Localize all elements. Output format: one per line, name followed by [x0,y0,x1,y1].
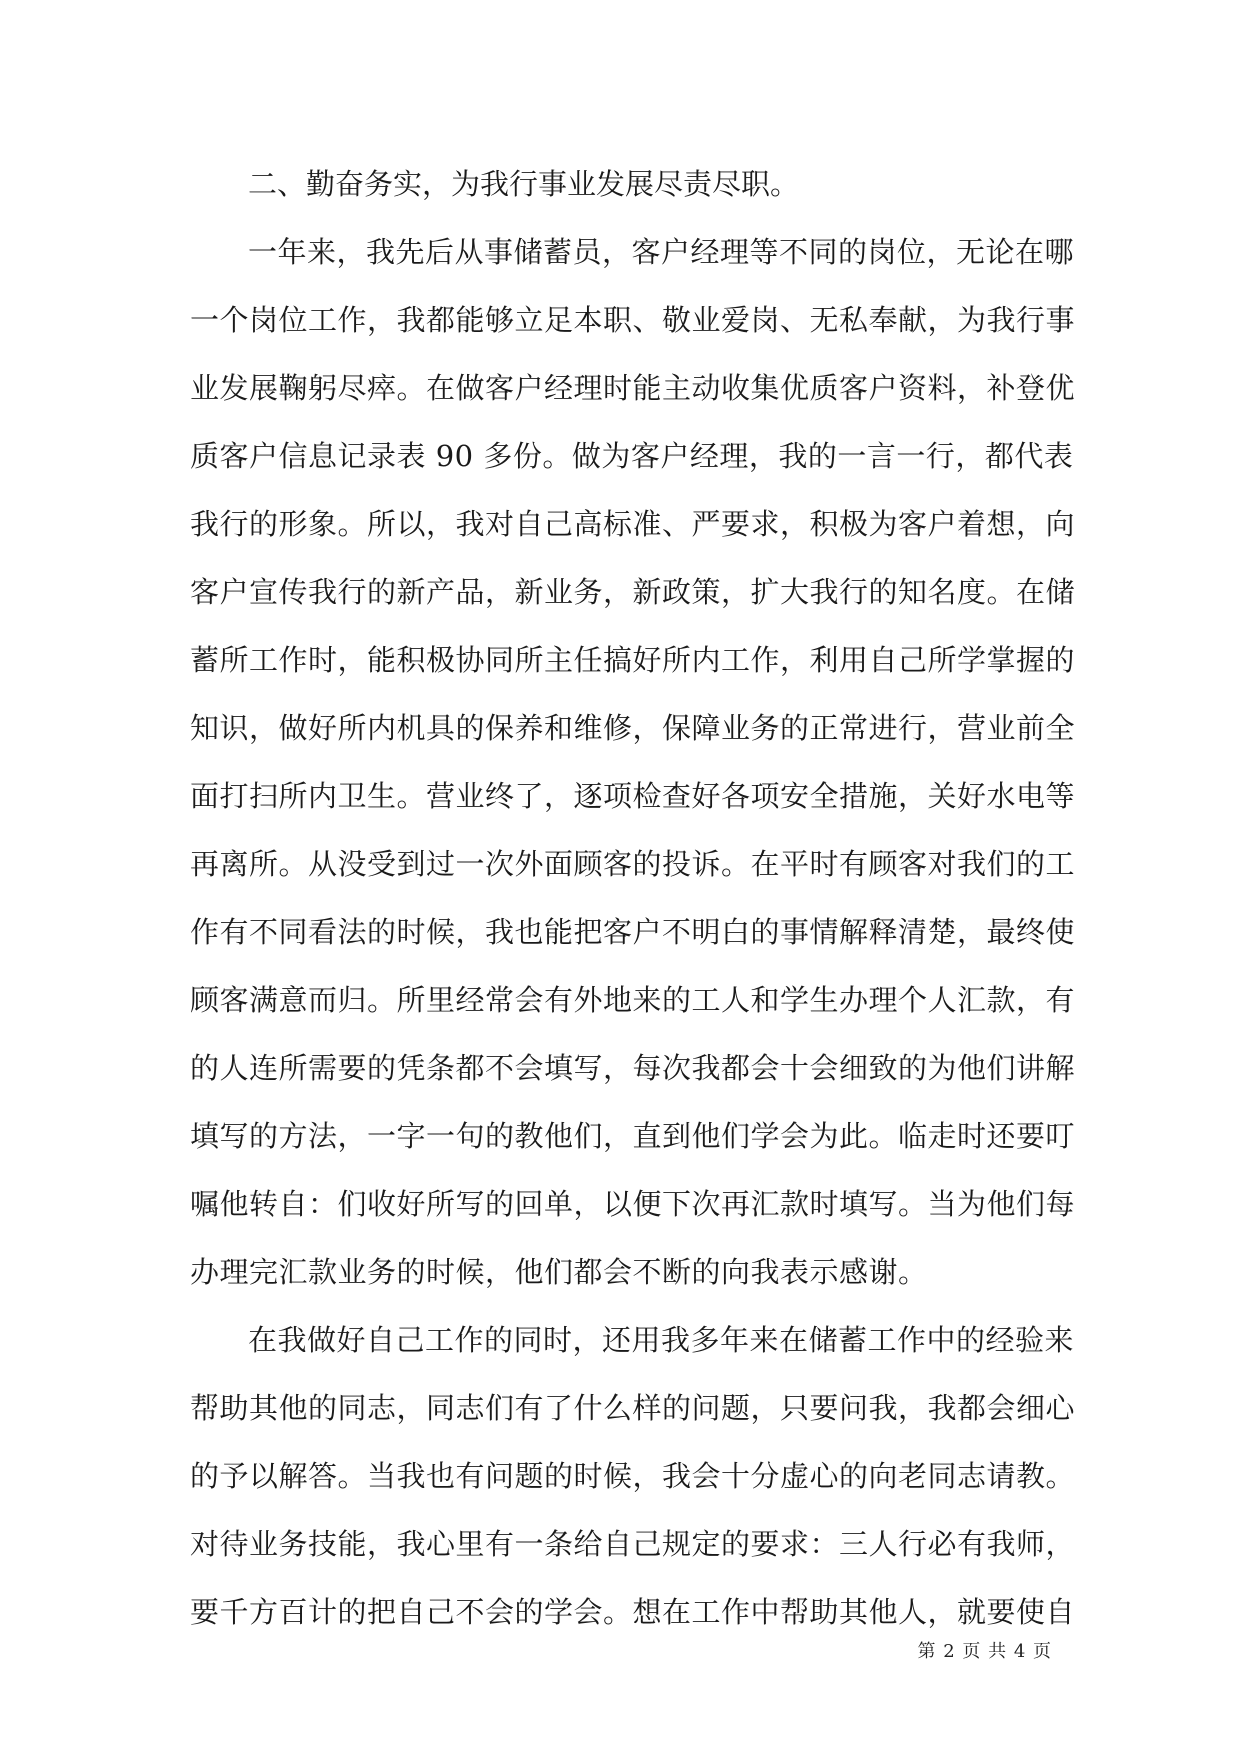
paragraph-line: 蓄所工作时，能积极协同所主任搞好所内工作，利用自己所学掌握的 [190,643,1076,677]
paragraph-line: 一年来，我先后从事储蓄员，客户经理等不同的岗位，无论在哪 [248,235,1075,269]
paragraph-line: 的人连所需要的凭条都不会填写，每次我都会十会细致的为他们讲解 [190,1051,1076,1085]
paragraph-line: 业发展鞠躬尽瘁。在做客户经理时能主动收集优质客户资料，补登优 [190,371,1076,405]
paragraph-line: 客户宣传我行的新产品，新业务，新政策，扩大我行的知名度。在储 [190,575,1076,609]
paragraph-line: 要千方百计的把自己不会的学会。想在工作中帮助其他人，就要使自 [190,1595,1076,1629]
paragraph-line: 质客户信息记录表 90 多份。做为客户经理，我的一言一行，都代表 [190,439,1074,473]
paragraph-line: 顾客满意而归。所里经常会有外地来的工人和学生办理个人汇款，有 [190,983,1076,1017]
page-number-footer: 第 2 页 共 4 页 [917,1641,1052,1662]
document-body [190,150,1076,1646]
paragraph-line: 办理完汇款业务的时候，他们都会不断的向我表示感谢。 [190,1255,928,1289]
paragraph-2 [190,1306,1076,1646]
paragraph-line: 在我做好自己工作的同时，还用我多年来在储蓄工作中的经验来 [248,1323,1075,1357]
paragraph-line: 知识，做好所内机具的保养和维修，保障业务的正常进行，营业前全 [190,711,1076,745]
paragraph-line: 我行的形象。所以，我对自己高标准、严要求，积极为客户着想，向 [190,507,1076,541]
paragraph-line: 对待业务技能，我心里有一条给自己规定的要求：三人行必有我师， [190,1527,1076,1561]
paragraph-line: 面打扫所内卫生。营业终了，逐项检查好各项安全措施，关好水电等 [190,779,1076,813]
paragraph-line: 作有不同看法的时候，我也能把客户不明白的事情解释清楚，最终使 [190,915,1076,949]
paragraph-line: 一个岗位工作，我都能够立足本职、敬业爱岗、无私奉献，为我行事 [190,303,1076,337]
paragraph-line: 再离所。从没受到过一次外面顾客的投诉。在平时有顾客对我们的工 [190,847,1076,881]
paragraph-line: 的予以解答。当我也有问题的时候，我会十分虚心的向老同志请教。 [190,1459,1076,1493]
paragraph-line: 嘱他转自：们收好所写的回单，以便下次再汇款时填写。当为他们每 [190,1187,1076,1221]
paragraph-line: 填写的方法，一字一句的教他们，直到他们学会为此。临走时还要叮 [190,1119,1076,1153]
section-heading: 二、勤奋务实，为我行事业发展尽责尽职。 [248,167,800,201]
paragraph-line: 帮助其他的同志，同志们有了什么样的问题，只要问我，我都会细心 [190,1391,1076,1425]
paragraph-1 [190,218,1076,1306]
